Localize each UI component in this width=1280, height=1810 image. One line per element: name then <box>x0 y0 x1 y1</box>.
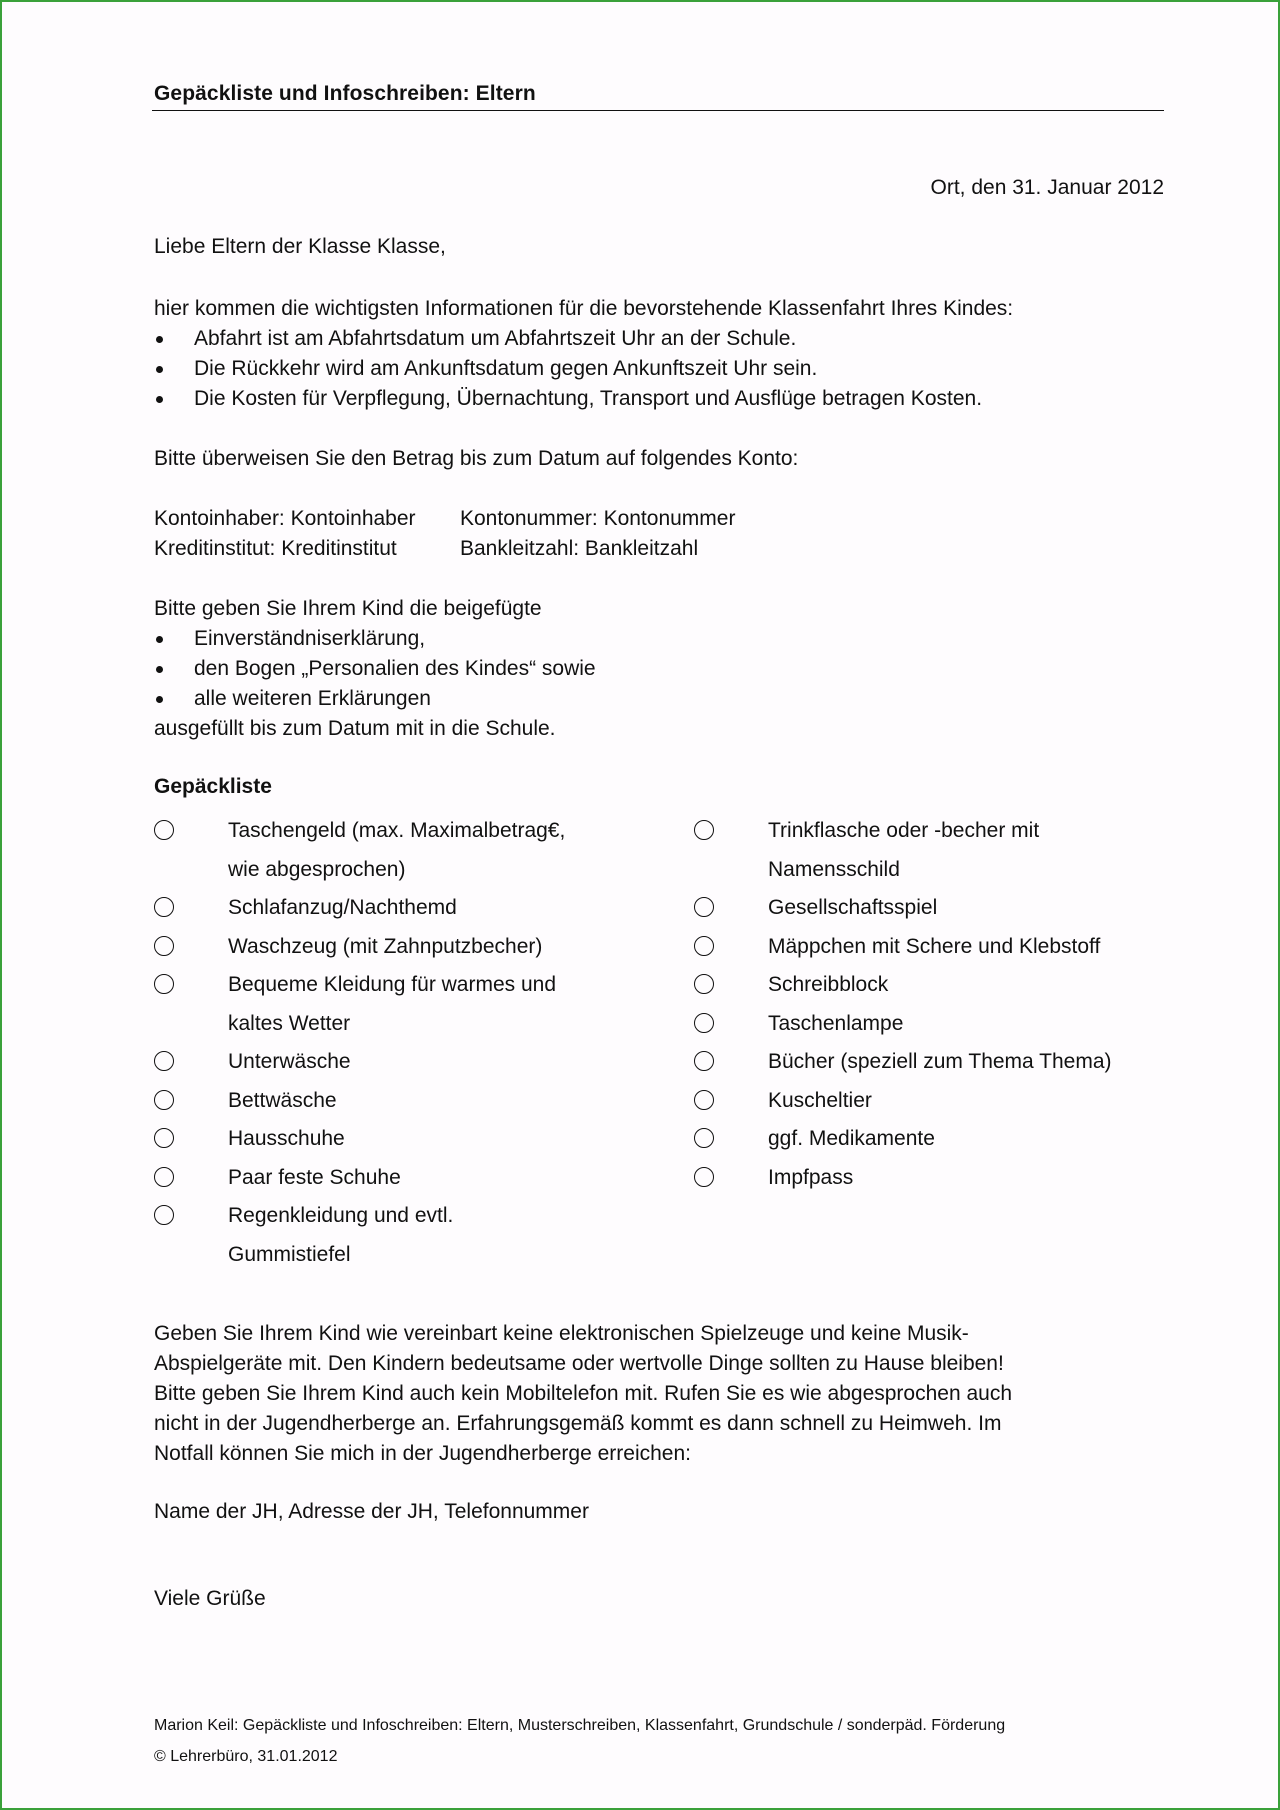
packing-list-left <box>154 812 634 1274</box>
checkbox-circle-icon[interactable] <box>154 1205 174 1225</box>
packing-item <box>694 928 1174 967</box>
packing-item-label-cont: wie abgesprochen) <box>228 857 406 881</box>
info-bullet-item <box>154 384 982 414</box>
checkbox-circle-icon[interactable] <box>694 936 714 956</box>
packing-item-label: ggf. Medikamente <box>768 1127 935 1150</box>
bullet-text: Abfahrt ist am Abfahrtsdatum um Abfahrtszeit Uhr an der Schule. <box>194 327 797 350</box>
packing-item-label-cont: Gummistiefel <box>228 1242 351 1266</box>
date-line: Ort, den 31. Januar 2012 <box>930 176 1164 199</box>
checkbox-circle-icon[interactable] <box>694 1013 714 1033</box>
rules-line: Notfall können Sie mich in der Jugendherberge erreichen: <box>154 1442 691 1465</box>
packing-item-label-cont: kaltes Wetter <box>228 1011 351 1035</box>
checkbox-circle-icon[interactable] <box>154 1167 174 1187</box>
checkbox-circle-icon[interactable] <box>694 1051 714 1071</box>
packing-item-label: Schreibblock <box>768 973 889 996</box>
checkbox-circle-icon[interactable] <box>154 1090 174 1110</box>
checkbox-circle-icon[interactable] <box>154 936 174 956</box>
footer-source: Marion Keil: Gepäckliste und Infoschreiben: Eltern, Musterschreiben, Klassenfahrt, Grundschule / sonderpäd. Förderung <box>154 1717 1006 1734</box>
packing-item <box>694 1159 1174 1198</box>
checkbox-circle-icon[interactable] <box>154 1051 174 1071</box>
footer-copyright: © Lehrerbüro, 31.01.2012 <box>154 1748 338 1765</box>
packing-list-heading: Gepäckliste <box>154 775 272 798</box>
closing: Viele Grüße <box>154 1587 266 1610</box>
info-bullet-list <box>154 324 982 414</box>
packing-item-label: Impfpass <box>768 1165 854 1189</box>
packing-item-label: Unterwäsche <box>228 1050 351 1073</box>
checkbox-circle-icon[interactable] <box>694 1090 714 1110</box>
packing-item-label: Trinkflasche oder -becher mit <box>768 819 1040 842</box>
transfer-text: Bitte überweisen Sie den Betrag bis zum Datum auf folgendes Konto: <box>154 447 799 470</box>
packing-item <box>694 1005 1174 1044</box>
document-title: Gepäckliste und Infoschreiben: Eltern <box>154 82 536 105</box>
bullet-dot-icon <box>156 636 163 643</box>
forms-bullet-item <box>154 624 596 654</box>
bank-details <box>154 504 735 564</box>
packing-item-label: Paar feste Schuhe <box>228 1165 401 1189</box>
packing-list-right <box>694 812 1174 1197</box>
packing-item <box>154 1120 634 1159</box>
packing-item-label: Hausschuhe <box>228 1127 345 1150</box>
packing-item <box>154 889 634 928</box>
packing-item <box>154 1082 634 1121</box>
packing-item <box>154 966 634 1043</box>
checkbox-circle-icon[interactable] <box>154 897 174 917</box>
forms-outro: ausgefüllt bis zum Datum mit in die Schule. <box>154 717 556 740</box>
packing-item-label: Schlafanzug/Nachthemd <box>228 896 457 919</box>
packing-item-label: Taschengeld (max. Maximalbetrag€, <box>228 819 566 842</box>
rules-line: Bitte geben Sie Ihrem Kind auch kein Mobiltelefon mit. Rufen Sie es wie abgesprochen auch <box>154 1382 1013 1405</box>
info-bullet-item <box>154 324 982 354</box>
bullet-text: Die Kosten für Verpflegung, Übernachtung, Transport und Ausflüge betragen Kosten. <box>194 387 983 410</box>
packing-item <box>694 889 1174 928</box>
account-holder: Kontoinhaber: Kontoinhaber <box>154 507 416 530</box>
packing-item-label: Kuscheltier <box>768 1088 872 1112</box>
bullet-text: Einverständniserklärung, <box>194 627 426 650</box>
info-bullet-item <box>154 354 982 384</box>
forms-bullet-item <box>154 654 596 684</box>
bullet-dot-icon <box>156 396 163 403</box>
packing-item <box>694 1043 1174 1082</box>
bullet-text: den Bogen „Personalien des Kindes“ sowie <box>194 657 596 680</box>
checkbox-circle-icon[interactable] <box>694 897 714 917</box>
bullet-text: alle weiteren Erklärungen <box>194 687 431 710</box>
packing-item-label: Bequeme Kleidung für warmes und <box>228 973 557 996</box>
checkbox-circle-icon[interactable] <box>154 974 174 994</box>
packing-item-label: Bettwäsche <box>228 1088 337 1112</box>
packing-item <box>154 928 634 967</box>
rules-line: Geben Sie Ihrem Kind wie vereinbart keine elektronischen Spielzeuge und keine Musik- <box>154 1322 969 1345</box>
packing-item-label-cont: Namensschild <box>768 857 900 881</box>
bullet-dot-icon <box>156 366 163 373</box>
forms-intro: Bitte geben Sie Ihrem Kind die beigefügte <box>154 597 542 620</box>
account-number: Kontonummer: Kontonummer <box>460 507 736 530</box>
contact-line: Name der JH, Adresse der JH, Telefonnummer <box>154 1500 589 1523</box>
packing-item <box>694 1120 1174 1159</box>
packing-item-label: Waschzeug (mit Zahnputzbecher) <box>228 934 543 958</box>
bullet-dot-icon <box>156 666 163 673</box>
packing-item <box>694 1082 1174 1121</box>
packing-item <box>694 966 1174 1005</box>
intro-text: hier kommen die wichtigsten Informationen für die bevorstehende Klassenfahrt Ihres Kindes: <box>154 297 1014 320</box>
rules-line: nicht in der Jugendherberge an. Erfahrungsgemäß kommt es dann schnell zu Heimweh. Im <box>154 1412 1002 1435</box>
bullet-dot-icon <box>156 336 163 343</box>
packing-item-label: Taschenlampe <box>768 1011 904 1035</box>
packing-item-label: Bücher (speziell zum Thema Thema) <box>768 1050 1112 1073</box>
checkbox-circle-icon[interactable] <box>694 1167 714 1187</box>
packing-item-label: Gesellschaftsspiel <box>768 896 938 919</box>
forms-bullet-item <box>154 684 596 714</box>
checkbox-circle-icon[interactable] <box>694 820 714 840</box>
title-underline <box>152 110 1164 111</box>
rules-line: Abspielgeräte mit. Den Kindern bedeutsame oder wertvolle Dinge sollten zu Hause bleiben! <box>154 1352 1004 1375</box>
checkbox-circle-icon[interactable] <box>694 974 714 994</box>
bullet-text: Die Rückkehr wird am Ankunftsdatum gegen Ankunftszeit Uhr sein. <box>194 357 818 380</box>
rules-paragraph <box>154 1319 1012 1469</box>
bank-institute: Kreditinstitut: Kreditinstitut <box>154 537 397 560</box>
packing-item-label: Regenkleidung und evtl. <box>228 1204 454 1227</box>
packing-item <box>154 1043 634 1082</box>
checkbox-circle-icon[interactable] <box>154 1128 174 1148</box>
checkbox-circle-icon[interactable] <box>694 1128 714 1148</box>
packing-item <box>694 812 1174 889</box>
salutation: Liebe Eltern der Klasse Klasse, <box>154 235 446 258</box>
bank-code: Bankleitzahl: Bankleitzahl <box>460 537 699 560</box>
packing-item <box>154 1197 634 1274</box>
checkbox-circle-icon[interactable] <box>154 820 174 840</box>
packing-item <box>154 1159 634 1198</box>
packing-item <box>154 812 634 889</box>
packing-item-label: Mäppchen mit Schere und Klebstoff <box>768 934 1101 958</box>
forms-bullet-list <box>154 624 596 714</box>
bullet-dot-icon <box>156 696 163 703</box>
